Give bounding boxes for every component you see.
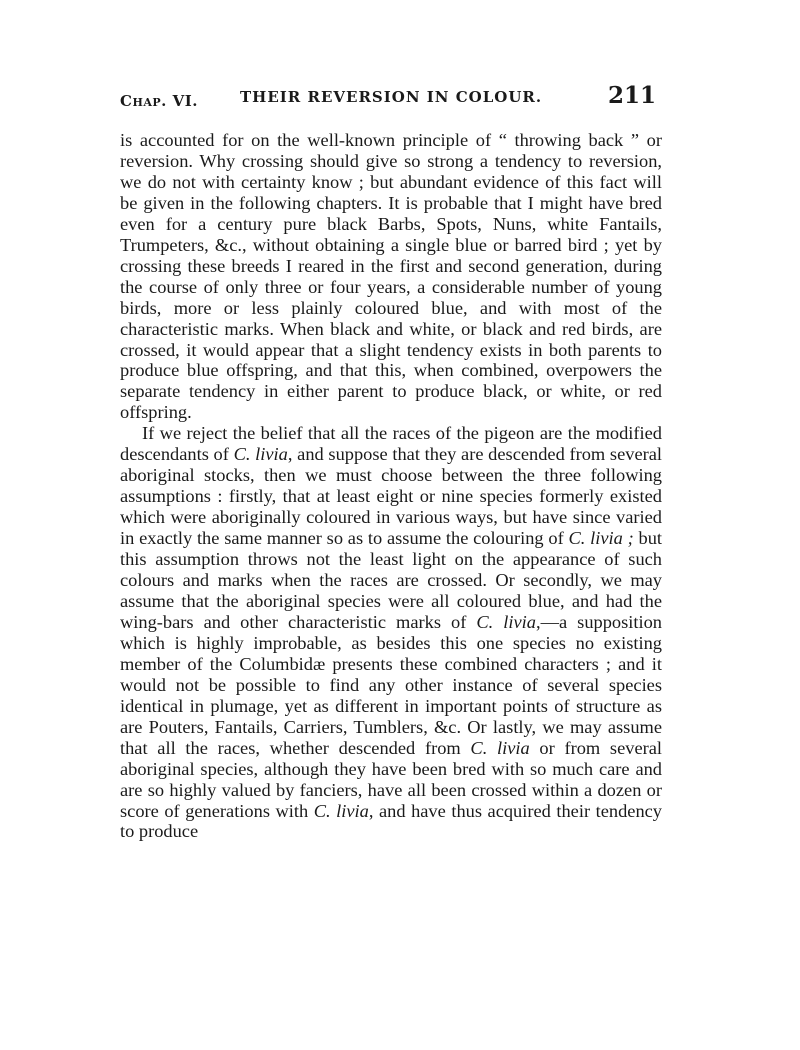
text-run: , and have thus acquired their tendency to produce xyxy=(120,800,662,842)
text-run: ,—a supposition which is highly improbable, as besides this one species no existing member of the Columbidæ presents these combined characters ; and it would not be possible to find any other instance of several species identical in plumage, yet as different in important points of structure as are Pouters, Fantails, Carriers, Tumblers, &c. Or lastly, we may assume that all the races, whether descended from xyxy=(120,611,662,758)
paragraph xyxy=(120,130,662,423)
text-run: but this assumption throws not the least light on the appearance of such colours and marks when the races are crossed. Or secondly, we may assume that the aboriginal species were all coloured blue, and had the wing-bars and other characteristic marks of xyxy=(120,528,662,632)
running-title: THEIR REVERSION IN COLOUR. xyxy=(240,88,543,106)
text-run: If we reject the belief that all the races of the pigeon are the modified descendants of xyxy=(120,423,662,465)
text-run: , and suppose that they are descended from several aboriginal stocks, then we must choose between the three following assumptions : firstly, that at least eight or nine species formerly existed which were aboriginally coloured in various ways, but have since varied in exactly the same manner so as to assume the colouring of xyxy=(120,444,663,549)
species-name: C. livia xyxy=(476,611,536,632)
text-run: or from several aboriginal species, although they have been bred with so much care and are so highly valued by fanciers, have all been crossed within a dozen or score of generations with xyxy=(120,737,663,821)
page-number: 211 xyxy=(607,82,656,109)
book-page xyxy=(120,82,662,842)
chapter-label: Chap. VI. xyxy=(120,92,198,110)
species-name: C. livia xyxy=(313,800,369,821)
species-name: C. livia ; xyxy=(568,528,634,549)
paragraph xyxy=(120,423,662,842)
species-name: C. livia xyxy=(470,737,530,758)
text-run: is accounted for on the well-known principle of “ throwing back ” or reversion. Why crossing should give so strong a tendency to reversion, we do not with certainty know ; but abundant evidence of this fact will be given in the following chapters. It is probable that I might have bred even for a century pure black Barbs, Spots, Nuns, white Fantails, Trumpeters, &c., without obtaining a single blue or barred bird ; yet by crossing these breeds I reared in the first and second generation, during the course of only three or four years, a considerable number of young birds, more or less plainly coloured blue, and with most of the characteristic marks. When black and white, or black and red birds, are crossed, it would appear that a slight tendency exists in both parents to produce blue offspring, and that this, when combined, overpowers the separate tendency in either parent to produce black, or white, or red offspring. xyxy=(120,130,662,423)
species-name: C. livia xyxy=(233,444,288,465)
running-head xyxy=(120,82,662,122)
body-text xyxy=(120,130,662,842)
